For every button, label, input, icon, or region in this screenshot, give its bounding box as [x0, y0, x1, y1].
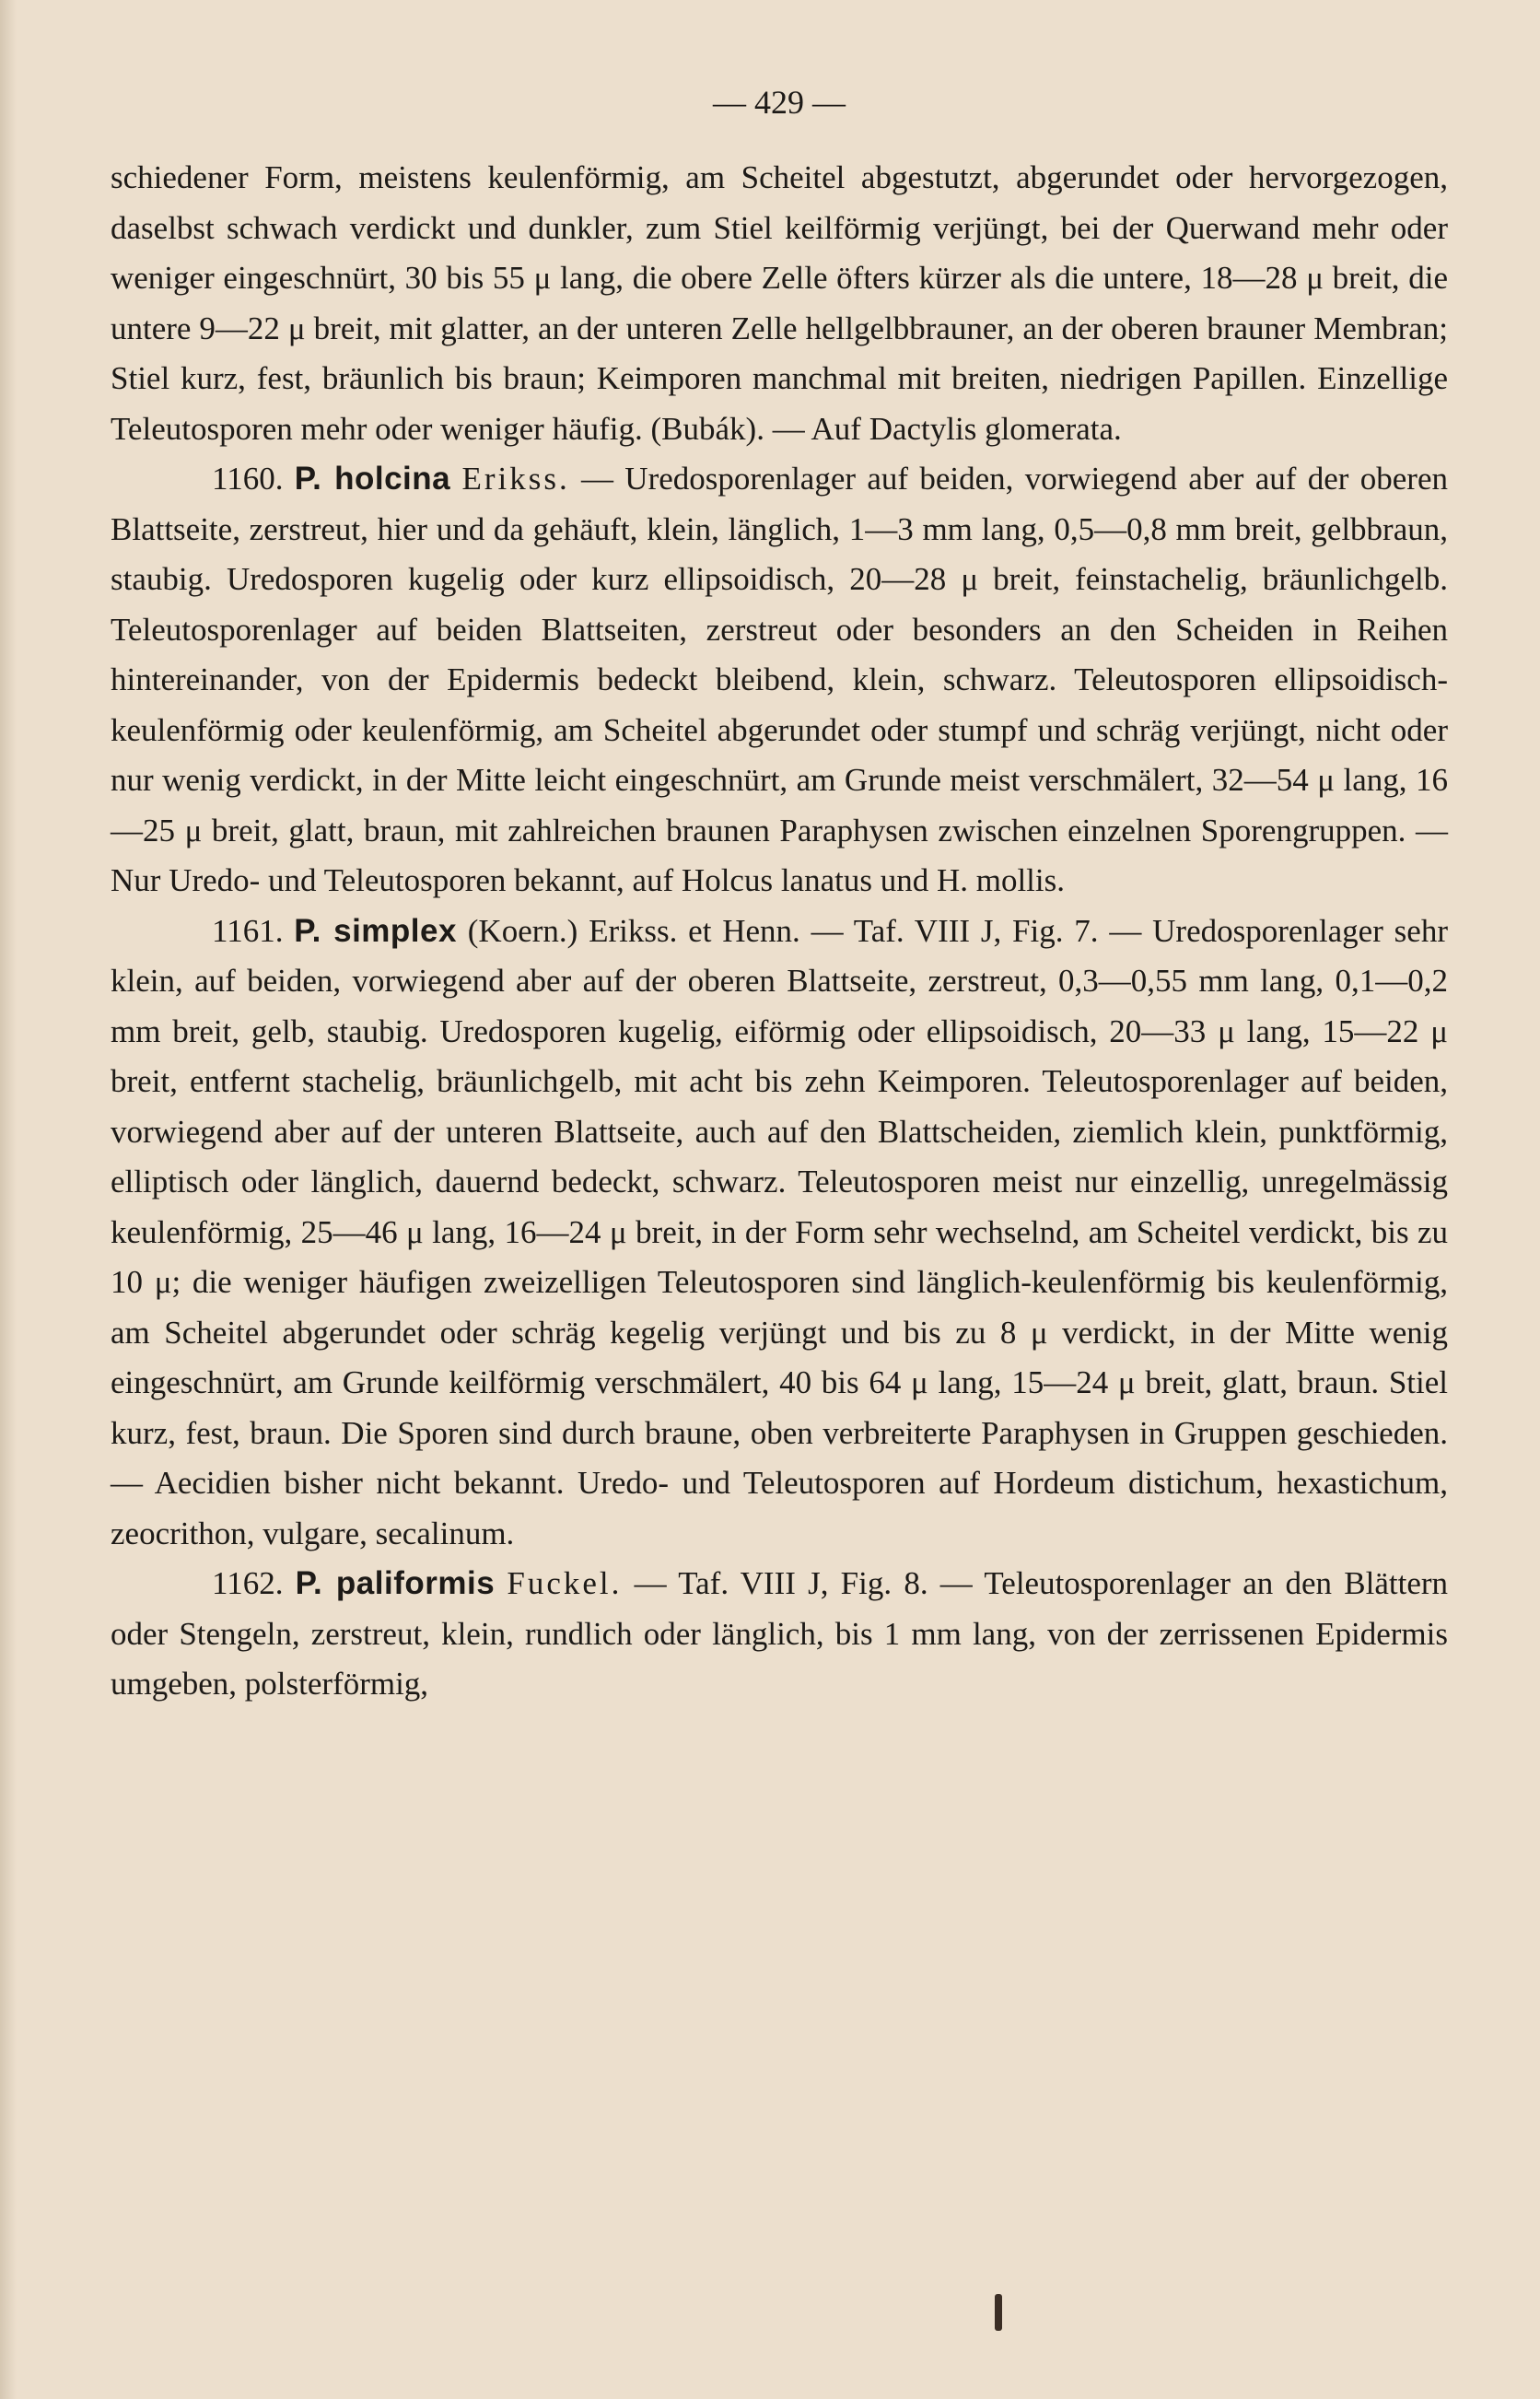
species-entry-1161 — [111, 907, 1448, 1560]
species-author: Erikss. — [461, 461, 570, 497]
species-description: — Taf. VIII J, Fig. 8. — Teleutosporenlager an den Blättern oder Stengeln, zerstreut, klein, rundlich oder länglich, bis 1 mm lang, von der zerrissenen Epidermis umgeben, polsterförmig, — [111, 1565, 1449, 1702]
species-name: P. holcina — [294, 461, 451, 497]
species-name: P. paliformis — [295, 1565, 496, 1601]
species-number: 1162. — [212, 1565, 284, 1601]
species-entry-1162 — [111, 1559, 1448, 1710]
page-edge-shadow — [0, 0, 17, 2399]
species-name: P. simplex — [294, 912, 457, 949]
page-number: — 429 — — [713, 84, 846, 121]
species-number: 1160. — [212, 461, 284, 497]
species-author: (Koern.) Erikss. et Henn. — [467, 912, 800, 949]
ink-mark — [995, 2294, 1002, 2331]
species-description: — Uredosporenlager auf beiden, vorwiegend aber auf der oberen Blattseite, zerstreut, hier und da gehäuft, klein, länglich, 1—3 mm lang, 0,5—0,8 mm breit, gelbbraun, staubig. Uredosporen kugelig oder kurz ellipsoidisch, 20—28 μ breit, feinstachelig, bräunlichgelb. Teleutosporenlager auf beiden Blattseiten, zerstreut oder besonders an den Scheiden in Reihen hintereinander, von der Epidermis bedeckt bleibend, klein, schwarz. Teleutosporen ellipsoidisch-keulenförmig oder keulenförmig, am Scheitel abgerundet oder stumpf und schräg verjüngt, nicht oder nur wenig verdickt, in der Mitte leicht eingeschnürt, am Grunde meist verschmälert, 32—54 μ lang, 16—25 μ breit, glatt, braun, mit zahlreichen braunen Paraphysen zwischen einzelnen Sporengruppen. — Nur Uredo- und Teleutosporen bekannt, auf Holcus lanatus und H. mollis. — [111, 461, 1448, 898]
paragraph-text: schiedener Form, meistens keulenförmig, am Scheitel abgestutzt, abgerundet oder hervorgezogen, daselbst schwach verdickt und dunkler, zum Stiel keilförmig verjüngt, bei der Querwand mehr oder weniger eingeschnürt, 30 bis 55 μ lang, die obere Zelle öfters kürzer als die untere, 18—28 μ breit, die untere 9—22 μ breit, mit glatter, an der unteren Zelle hellgelbbrauner, an der oberen brauner Membran; Stiel kurz, fest, bräunlich bis braun; Keimporen manchmal mit breiten, niedrigen Papillen. Einzellige Teleutosporen mehr oder weniger häufig. (Bubák). — Auf Dactylis glomerata. — [111, 159, 1448, 447]
book-page — [111, 83, 1448, 1710]
species-number: 1161. — [212, 912, 284, 949]
species-description: — Taf. VIII J, Fig. 7. — Uredosporenlager sehr klein, auf beiden, vorwiegend aber auf der oberen Blattseite, zerstreut, 0,3—0,55 mm lang, 0,1—0,2 mm breit, gelb, staubig. Uredosporen kugelig, eiförmig oder ellipsoidisch, 20—33 μ lang, 15—22 μ breit, entfernt stachelig, bräunlichgelb, mit acht bis zehn Keimporen. Teleutosporenlager auf beiden, vorwiegend aber auf der unteren Blattseite, auch auf den Blattscheiden, ziemlich klein, punktförmig, elliptisch oder länglich, dauernd bedeckt, schwarz. Teleutosporen meist nur einzellig, unregelmässig keulenförmig, 25—46 μ lang, 16—24 μ breit, in der Form sehr wechselnd, am Scheitel verdickt, bis zu 10 μ; die weniger häufigen zweizelligen Teleutosporen sind länglich-keulenförmig bis keulenförmig, am Scheitel abgerundet oder schräg kegelig verjüngt und bis zu 8 μ verdickt, in der Mitte wenig eingeschnürt, am Grunde keilförmig verschmälert, 40 bis 64 μ lang, 15—24 μ breit, glatt, braun. Stiel kurz, fest, braun. Die Sporen sind durch braune, oben verbreiterte Paraphysen in Gruppen geschieden. — Aecidien bisher nicht bekannt. Uredo- und Teleutosporen auf Hordeum distichum, hexastichum, zeocrithon, vulgare, secalinum. — [111, 912, 1448, 1551]
species-author: Fuckel. — [507, 1565, 623, 1601]
paragraph-continuation — [111, 153, 1448, 454]
species-entry-1160 — [111, 454, 1448, 907]
